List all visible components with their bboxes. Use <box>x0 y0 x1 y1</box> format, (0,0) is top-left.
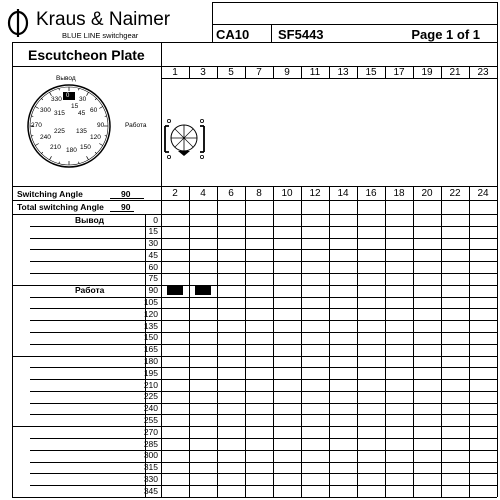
position-angle: 75 <box>148 273 158 284</box>
position-angle: 345 <box>143 485 158 496</box>
position-angle: 255 <box>143 414 158 425</box>
row-line <box>12 356 497 357</box>
dial-angle-315: 315 <box>54 110 65 117</box>
position-row <box>12 403 497 415</box>
contact-top-3: 3 <box>200 67 206 78</box>
contact-bottom-4: 4 <box>200 188 206 199</box>
position-row <box>12 261 497 273</box>
escutcheon-dial <box>14 68 160 186</box>
position-row <box>12 462 497 474</box>
dial-angle-225: 225 <box>54 128 65 135</box>
position-row <box>12 308 497 320</box>
dial-indicator-label: 0 <box>66 93 70 99</box>
row-line <box>30 367 497 368</box>
row-line <box>30 462 497 463</box>
position-angle: 195 <box>143 367 158 378</box>
contact-top-9: 9 <box>284 67 290 78</box>
position-angle: 240 <box>143 403 158 414</box>
row-line <box>30 450 497 451</box>
brand-name: Kraus & Naimer <box>36 9 171 30</box>
col-line-top <box>413 66 414 78</box>
dial-tick <box>79 88 80 90</box>
dial-angle-270: 270 <box>31 122 42 129</box>
contact-top-5: 5 <box>228 67 234 78</box>
position-angle: 165 <box>143 344 158 355</box>
position-row <box>12 238 497 250</box>
dial-tick <box>95 98 96 99</box>
position-row <box>12 414 497 426</box>
position-angle: 120 <box>143 308 158 319</box>
col-line-top <box>189 66 190 78</box>
position-row <box>12 438 497 450</box>
brand-tagline: BLUE LINE switchgear <box>62 31 139 40</box>
row-line <box>30 473 497 474</box>
dial-tick <box>41 98 42 99</box>
dial-angle-150: 150 <box>80 144 91 151</box>
dial-tick <box>99 107 102 109</box>
dial-angle-300: 300 <box>40 107 51 114</box>
position-angle: 300 <box>143 450 158 461</box>
position-angle: 180 <box>143 356 158 366</box>
row-line <box>30 403 497 404</box>
position-row <box>12 450 497 462</box>
contact-top-19: 19 <box>421 67 433 78</box>
contact-symbol <box>162 112 218 168</box>
col-line-top <box>217 66 218 78</box>
position-row <box>12 332 497 344</box>
kn-logo-icon <box>6 8 30 38</box>
dial-tick <box>41 152 42 153</box>
col-line-top <box>301 66 302 78</box>
dial-tick <box>59 88 60 90</box>
contact-bottom-10: 10 <box>281 188 293 199</box>
dial-top-label: Вывод <box>56 75 76 82</box>
dial-angle-135: 135 <box>76 128 87 135</box>
position-row <box>12 249 497 261</box>
position-row <box>12 391 497 403</box>
position-row <box>12 473 497 485</box>
dial-angle-15: 15 <box>71 103 79 110</box>
row-line <box>30 261 497 262</box>
col-line-top <box>385 66 386 78</box>
dial-tick <box>35 107 38 109</box>
contact-top-17: 17 <box>393 67 405 78</box>
row-line <box>30 344 497 345</box>
position-label: Вывод <box>75 214 104 225</box>
position-angle: 210 <box>143 379 158 390</box>
position-row <box>12 344 497 356</box>
position-angle: 30 <box>148 238 158 249</box>
dial-angle-30: 30 <box>79 96 87 103</box>
position-row <box>12 426 497 438</box>
col-line-top <box>273 66 274 78</box>
closed-contact-mark <box>195 286 211 295</box>
contact-top-1: 1 <box>172 67 178 78</box>
position-row <box>12 297 497 309</box>
position-angle: 225 <box>143 391 158 402</box>
row-line <box>30 438 497 439</box>
col-line-top <box>329 66 330 78</box>
dial-angle-90: 90 <box>97 122 105 129</box>
row-line <box>30 332 497 333</box>
col-line-top <box>357 66 358 78</box>
dial-angle-120: 120 <box>90 134 101 141</box>
contact-bottom-12: 12 <box>309 188 321 199</box>
dial-angle-45: 45 <box>78 110 86 117</box>
contact-bottom-14: 14 <box>337 188 349 199</box>
position-angle: 315 <box>143 462 158 473</box>
row-line <box>30 249 497 250</box>
dial-tick <box>87 156 89 159</box>
row-line <box>12 426 497 427</box>
position-row <box>12 320 497 332</box>
dial-angle-330: 330 <box>51 96 62 103</box>
contact-bottom-22: 22 <box>449 188 461 199</box>
contact-top-11: 11 <box>309 67 321 78</box>
closed-contact-mark <box>167 286 183 295</box>
program-label: SF5443 <box>278 27 324 42</box>
position-angle: 105 <box>143 297 158 308</box>
plate-title: Escutcheon Plate <box>28 47 145 63</box>
position-angle: 45 <box>148 249 158 260</box>
dial-angle-180: 180 <box>66 147 77 154</box>
dial-angle-210: 210 <box>50 144 61 151</box>
total-angle-label: Total switching Angle <box>17 202 104 212</box>
dial-tick <box>79 162 80 164</box>
contact-symbol-icon <box>162 112 218 168</box>
position-row <box>12 273 497 285</box>
contact-top-23: 23 <box>477 67 489 78</box>
dial-angle-240: 240 <box>40 134 51 141</box>
dial-angle-60: 60 <box>90 107 98 114</box>
contact-bottom-24: 24 <box>477 188 489 199</box>
contact-bottom-20: 20 <box>421 188 433 199</box>
row-line <box>30 485 497 486</box>
total-angle-value: 90 <box>121 202 131 212</box>
dial-tick <box>31 116 33 117</box>
position-row <box>12 367 497 379</box>
row-line <box>30 379 497 380</box>
contact-bottom-18: 18 <box>393 188 405 199</box>
position-angle: 0 <box>153 214 158 225</box>
position-label: Работа <box>75 285 105 296</box>
contact-bottom-8: 8 <box>256 188 262 199</box>
col-line-top <box>441 66 442 78</box>
contact-bottom-6: 6 <box>228 188 234 199</box>
dial-tick <box>50 156 52 159</box>
dial-tick <box>99 144 102 146</box>
position-angle: 15 <box>148 226 158 237</box>
col-line-top <box>245 66 246 78</box>
switching-angle-label: Switching Angle <box>17 189 83 199</box>
row-line <box>30 320 497 321</box>
row-line <box>30 297 497 298</box>
dial-right-label: Работа <box>125 122 147 129</box>
position-angle: 150 <box>143 332 158 343</box>
row-line <box>30 414 497 415</box>
dial-tick <box>105 136 107 137</box>
position-row <box>12 226 497 238</box>
contact-top-21: 21 <box>449 67 461 78</box>
contact-bottom-16: 16 <box>365 188 377 199</box>
position-angle: 90 <box>148 285 158 296</box>
dial-tick <box>59 162 60 164</box>
row-line <box>30 226 497 227</box>
series-label: CA10 <box>216 27 250 42</box>
position-row <box>12 485 497 497</box>
dial-tick <box>31 136 33 137</box>
contact-top-15: 15 <box>365 67 377 78</box>
position-row <box>12 356 497 368</box>
contact-top-13: 13 <box>337 67 349 78</box>
page-indicator: Page 1 of 1 <box>411 27 480 42</box>
row-line <box>30 273 497 274</box>
dial-tick <box>95 152 96 153</box>
contact-bottom-2: 2 <box>172 188 178 199</box>
position-angle: 60 <box>148 261 158 272</box>
position-angle: 135 <box>143 320 158 331</box>
brand-logo <box>6 6 206 42</box>
position-angle: 285 <box>143 438 158 449</box>
col-line-top <box>469 66 470 78</box>
position-angle: 270 <box>143 426 158 437</box>
dial-tick <box>35 144 38 146</box>
position-row <box>12 379 497 391</box>
switching-angle-value: 90 <box>121 189 131 199</box>
contact-top-7: 7 <box>256 67 262 78</box>
dial-tick <box>105 116 107 117</box>
position-angle: 330 <box>143 473 158 484</box>
row-line <box>30 238 497 239</box>
row-line <box>30 308 497 309</box>
row-line <box>30 391 497 392</box>
dial-tick <box>87 92 89 95</box>
